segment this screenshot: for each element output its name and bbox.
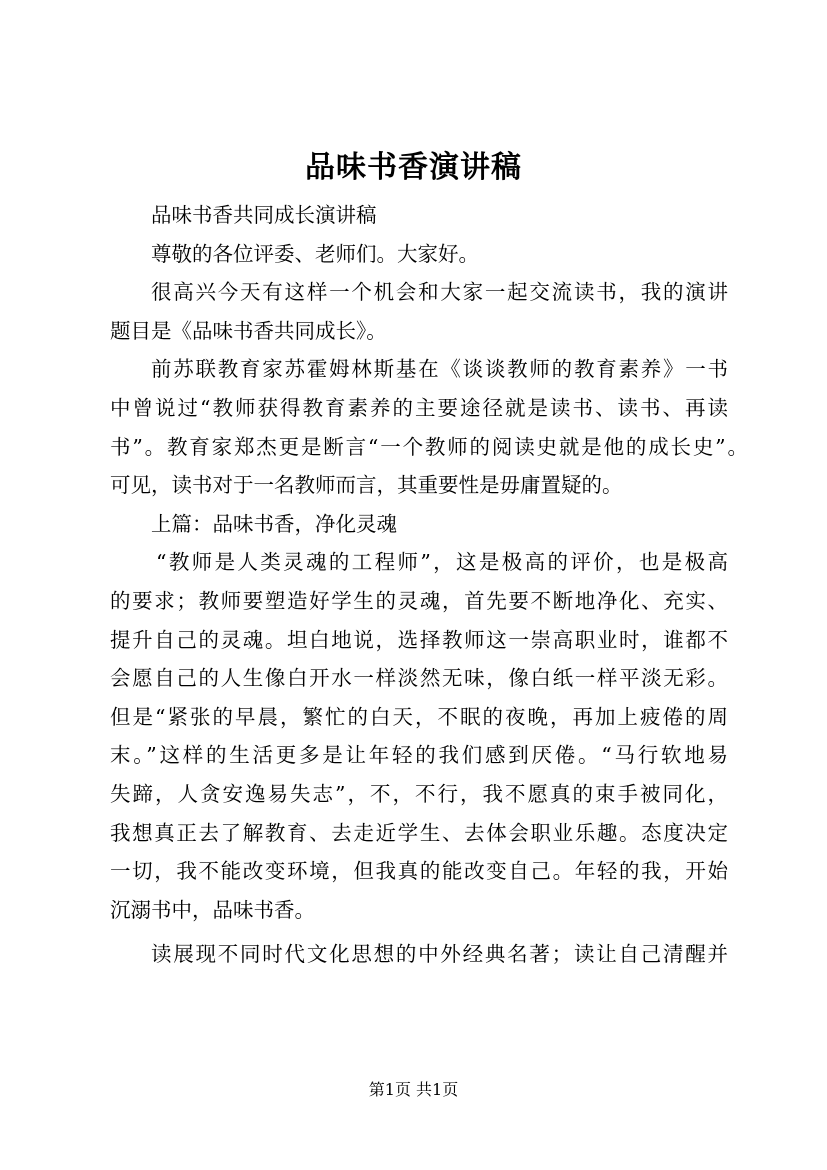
paragraph-line: 会愿自己的人生像白开水一样淡然无味，像白纸一样平淡无彩。 (110, 666, 728, 691)
paragraph-line: 一切，我不能改变环境，但我真的能改变自己。年轻的我，开始 (110, 859, 728, 884)
paragraph-line: 我想真正去了解教育、去走近学生、去体会职业乐趣。态度决定 (110, 820, 728, 845)
paragraph-line: 中曾说过“教师获得教育素养的主要途径就是读书、读书、再读 (110, 395, 728, 420)
paragraph-line: 提升自己的灵魂。坦白地说，选择教师这一崇高职业时，谁都不 (110, 627, 728, 652)
paragraph-line: 书”。教育家郑杰更是断言“一个教师的阅读史就是他的成长史”。 (110, 434, 748, 459)
paragraph-line: 失蹄，人贪安逸易失志”，不，不行，我不愿真的束手被同化， (110, 781, 728, 806)
paragraph-line: 但是“紧张的早晨，繁忙的白天，不眠的夜晚，再加上疲倦的周 (110, 704, 728, 729)
paragraph-line: 的要求；教师要塑造好学生的灵魂，首先要不断地净化、充实、 (110, 588, 728, 613)
paragraph-line: “教师是人类灵魂的工程师”，这是极高的评价，也是极高 (156, 550, 728, 575)
paragraph-line: 品味书香共同成长演讲稿 (151, 203, 377, 227)
document-title: 品味书香演讲稿 (305, 150, 522, 185)
paragraph-line: 沉溺书中，品味书香。 (110, 897, 315, 922)
paragraph-line: 前苏联教育家苏霍姆林斯基在《谈谈教师的教育素养》一书 (151, 357, 728, 382)
paragraph-line: 可见，读书对于一名教师而言，其重要性是毋庸置疑的。 (110, 473, 623, 498)
paragraph-line: 很高兴今天有这样一个机会和大家一起交流读书，我的演讲 (151, 280, 728, 305)
paragraph-line: 读展现不同时代文化思想的中外经典名著；读让自己清醒并 (151, 942, 728, 967)
paragraph-line: 尊敬的各位评委、老师们。大家好。 (151, 241, 479, 266)
page-footer: 第1页 共1页 (368, 1080, 459, 1099)
paragraph-line: 末。”这样的生活更多是让年轻的我们感到厌倦。“马行软地易 (110, 743, 728, 768)
section-heading: 上篇：品味书香，净化灵魂 (151, 511, 397, 536)
paragraph-line: 题目是《品味书香共同成长》。 (110, 318, 387, 343)
document-body (110, 196, 748, 974)
